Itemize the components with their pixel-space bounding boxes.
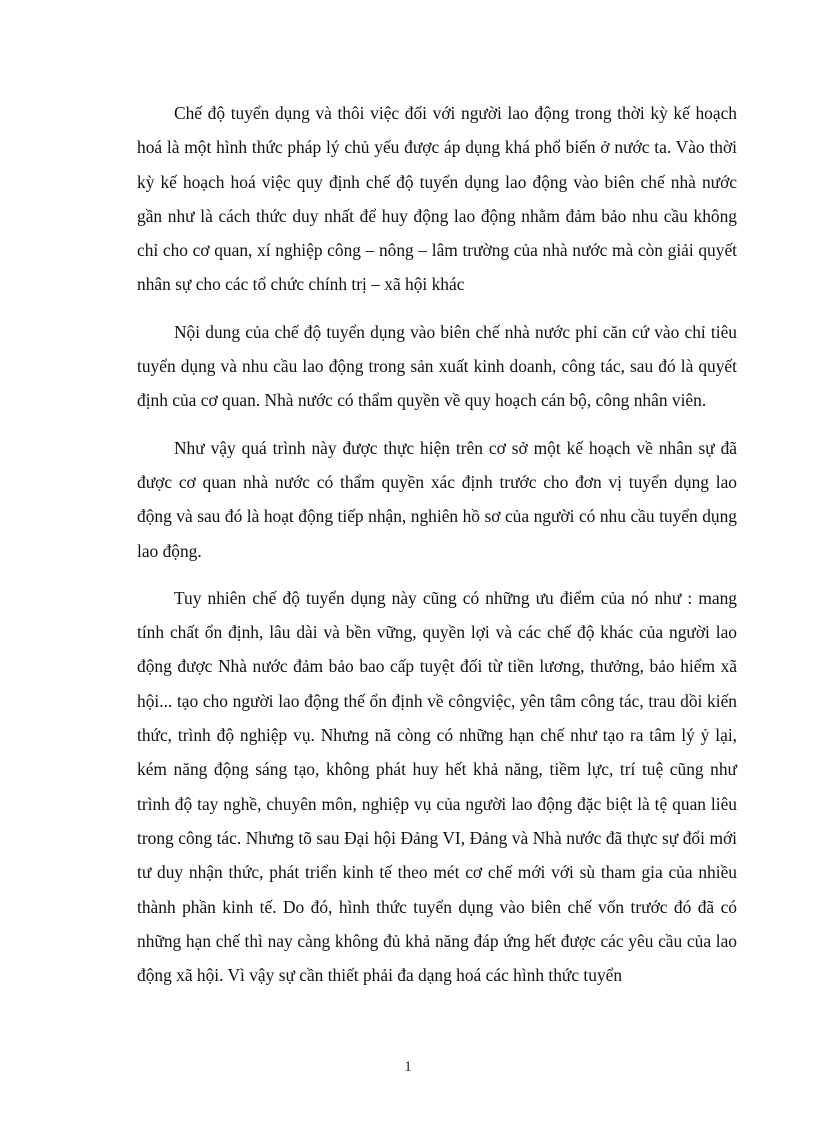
paragraph-4: Tuy nhiên chế độ tuyển dụng này cũng có những ưu điểm của nó như : mang tính chất ổn định, lâu dài và bền vững, quyền lợi và các chế độ khác của người lao động được Nhà nước đảm bảo bao cấp tuyệt đối từ tiền lương, thưởng, bảo hiểm xã hội... tạo cho người lao động thế ổn định về côngviệc, yên tâm công tác, trau dồi kiến thức, trình độ nghiệp vụ. Nhưng nã còng có những hạn chế như tạo ra tâm lý ỷ lại, kém năng động sáng tạo, không phát huy hết khả năng, tiềm lực, trí tuệ cũng như trình độ tay nghề, chuyên môn, nghiệp vụ của người lao động đặc biệt là tệ quan liêu trong công tác. Nhưng tõ sau Đại hội Đảng VI, Đảng và Nhà nước đã thực sự đổi mới tư duy nhận thức, phát triển kinh tế theo mét cơ chế mới với sù tham gia của nhiều thành phần kinh tế. Do đó, hình thức tuyển dụng vào biên chế vốn trước đó đã có những hạn chế thì nay càng không đủ khả năng đáp ứng hết được các yêu cầu của lao động xã hội. Vì vậy sự cần thiết phải đa dạng hoá các hình thức tuyển [137, 587, 737, 986]
paragraph-2: Nội dung của chế độ tuyển dụng vào biên chế nhà nước phỉ căn cứ vào chỉ tiêu tuyển dụng và nhu cầu lao động trong sản xuất kinh doanh, công tác, sau đó là quyết định của cơ quan. Nhà nước có thẩm quyền về quy hoạch cán bộ, công nhân viên. [137, 321, 737, 411]
paragraph-1: Chế độ tuyển dụng và thôi việc đối với người lao động trong thời kỳ kế hoạch hoá là một hình thức pháp lý chủ yếu được áp dụng khá phổ biến ở nước ta. Vào thời kỳ kế hoạch hoá việc quy định chế độ tuyển dụng lao động vào biên chế nhà nước gần như là cách thức duy nhất để huy động lao động nhằm đảm bảo nhu cầu không chỉ cho cơ quan, xí nghiệp công – nông – lâm trường của nhà nước mà còn giải quyết nhân sự cho các tổ chức chính trị – xã hội khác [137, 103, 737, 295]
document-body [137, 96, 737, 1005]
paragraph-3: Như vậy quá trình này được thực hiện trên cơ sở một kế hoạch về nhân sự đã được cơ quan nhà nước có thẩm quyền xác định trước cho đơn vị tuyển dụng lao động và sau đó là hoạt động tiếp nhận, nghiên hồ sơ của người có nhu cầu tuyển dụng lao động. [137, 437, 737, 561]
page-number: 1 [404, 1059, 412, 1075]
